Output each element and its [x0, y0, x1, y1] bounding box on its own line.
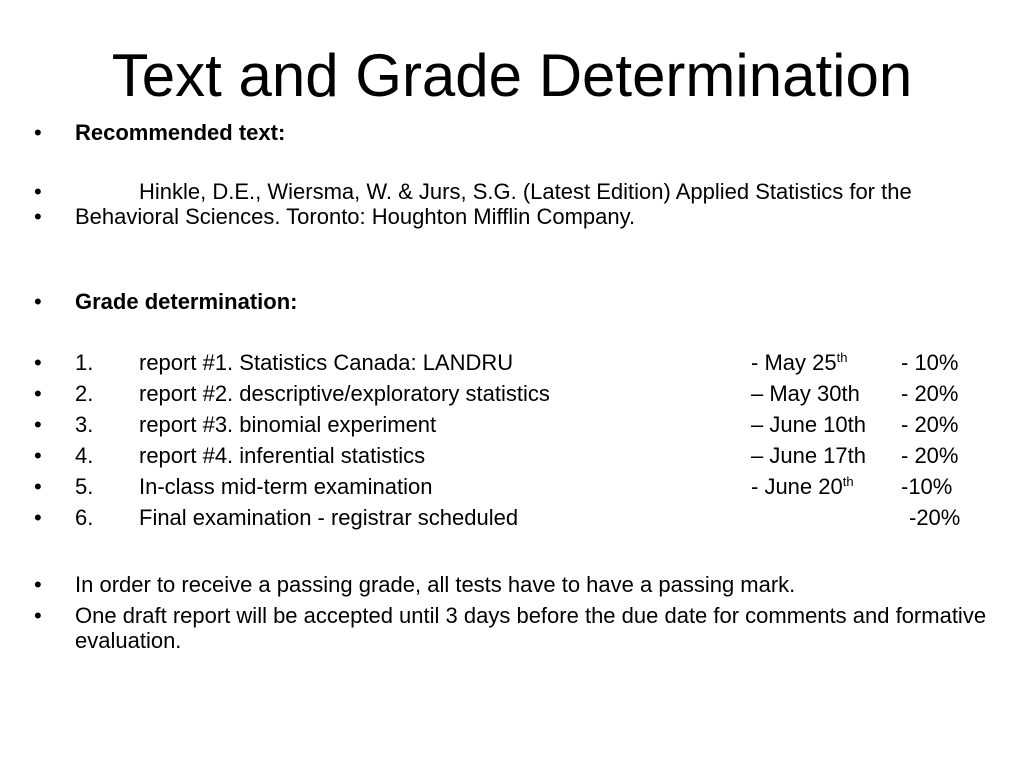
grade-item [28, 474, 998, 505]
bullet-dot: • [34, 381, 42, 406]
item-number: 6. [75, 505, 94, 530]
item-percent: - 20% [901, 443, 959, 468]
item-text: report #4. inferential statistics [139, 443, 426, 468]
item-number: 1. [75, 350, 94, 375]
citation-line1: Hinkle, D.E., Wiersma, W. & Jurs, S.G. (Latest Edition) Applied Statistics for the [139, 179, 912, 204]
item-text: report #1. Statistics Canada: LANDRU [139, 350, 514, 375]
item-date-text: - May 25 [751, 350, 837, 375]
item-date [751, 443, 901, 468]
draft-note: One draft report will be accepted until 3 days before the due date for comments and formative evaluation. [75, 603, 987, 653]
bullet-dot: • [34, 572, 42, 597]
bullet-citation-line2 [28, 204, 998, 229]
item-text: Final examination - registrar scheduled [139, 505, 519, 530]
grade-item [28, 350, 998, 381]
item-date [751, 474, 901, 499]
item-number: 3. [75, 412, 94, 437]
item-date-text: – June 10th [751, 412, 866, 437]
item-number: 4. [75, 443, 94, 468]
passing-note: In order to receive a passing grade, all tests have to have a passing mark. [75, 572, 796, 597]
item-text: report #3. binomial experiment [139, 412, 437, 437]
bullet-dot: • [34, 120, 42, 145]
grade-items [28, 350, 998, 536]
item-percent: -10% [901, 474, 953, 499]
grade-item [28, 505, 998, 536]
grade-item [28, 412, 998, 443]
grade-heading: Grade determination: [75, 289, 298, 314]
grade-item [28, 381, 998, 412]
recommended-heading: Recommended text: [75, 120, 286, 145]
bullet-dot: • [34, 204, 42, 229]
item-text: report #2. descriptive/exploratory statistics [139, 381, 550, 406]
item-date-sup: th [842, 474, 854, 489]
bullet-dot: • [34, 179, 42, 204]
slide-title: Text and Grade Determination [111, 42, 913, 109]
item-date [751, 412, 901, 437]
bullet-dot: • [34, 412, 42, 437]
bullet-draft-note [28, 603, 998, 653]
item-number: 2. [75, 381, 94, 406]
grade-item [28, 443, 998, 474]
item-date-sup: th [836, 350, 848, 365]
bullet-recommended-heading [28, 120, 998, 145]
item-percent: -20% [909, 505, 961, 530]
bullet-dot: • [34, 603, 42, 628]
bullet-dot: • [34, 350, 42, 375]
item-date-text: – June 17th [751, 443, 866, 468]
item-date-text: – May 30th [751, 381, 860, 406]
citation-line2: Behavioral Sciences. Toronto: Houghton Mifflin Company. [75, 204, 636, 229]
bullet-dot: • [34, 443, 42, 468]
bullet-dot: • [34, 474, 42, 499]
bullet-grade-heading [28, 289, 998, 314]
bullet-dot: • [34, 289, 42, 314]
bullet-list [28, 120, 998, 653]
item-date-text: - June 20 [751, 474, 843, 499]
item-percent: - 10% [901, 350, 959, 375]
bullet-citation-line1 [28, 179, 998, 204]
item-text: In-class mid-term examination [139, 474, 433, 499]
bullet-dot: • [34, 505, 42, 530]
item-date [751, 350, 901, 375]
item-date [751, 381, 901, 406]
item-percent: - 20% [901, 412, 959, 437]
item-percent: - 20% [901, 381, 959, 406]
bullet-passing-note [28, 572, 998, 597]
item-number: 5. [75, 474, 94, 499]
